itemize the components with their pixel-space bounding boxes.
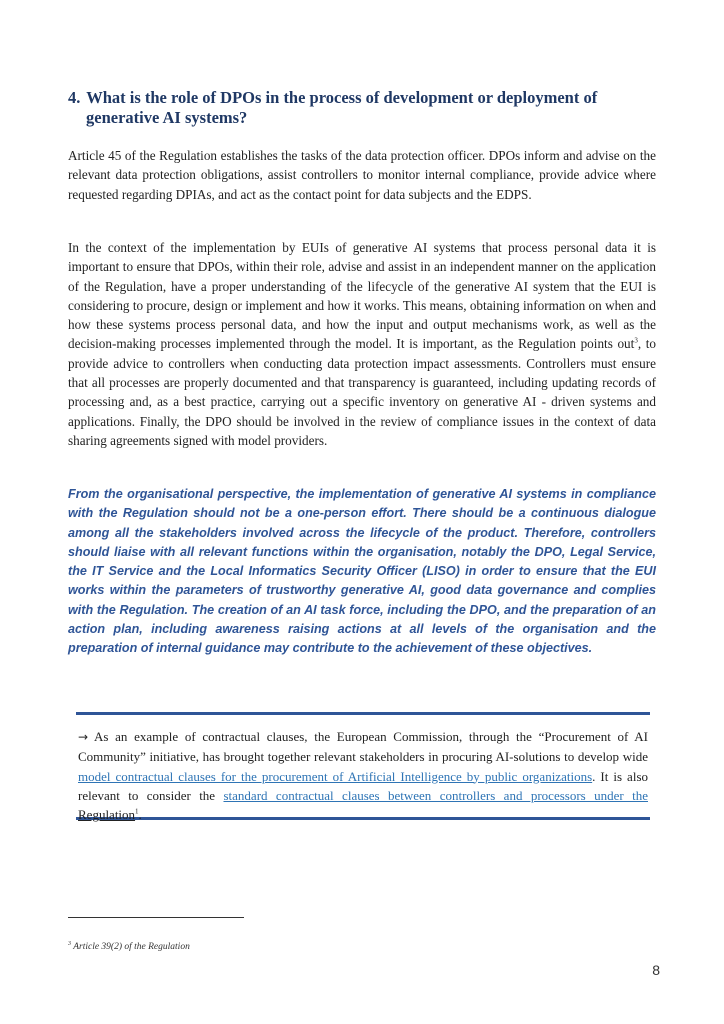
footnote-text: Article 39(2) of the Regulation (71, 942, 190, 952)
footnote-reference[interactable]: 3 (634, 337, 638, 346)
model-clauses-link[interactable]: model contractual clauses for the procurement of Artificial Intelligence by public organizations (78, 768, 593, 784)
paragraph-dpo-tasks: Article 45 of the Regulation establishes the tasks of the data protection officer. DPOs inform and advise on the relevant data protection obligations, assist controllers to monitor internal compliance, provide advice where requested regarding DPIAs, and act as the contact point for data subjects and the EDPS. (68, 148, 656, 202)
regulation-link-tail[interactable]: Regulation (78, 807, 136, 823)
footnote (68, 942, 190, 952)
arrow-right-icon: → (78, 730, 89, 744)
page-number: 8 (652, 962, 660, 978)
section-title-line2: generative AI systems? (86, 108, 248, 127)
section-heading (68, 88, 658, 128)
callout-footnote-reference[interactable]: 1 (135, 807, 139, 816)
callout-text (78, 727, 648, 824)
standard-clauses-link[interactable]: standard contractual clauses between controllers and processors under the (223, 787, 648, 803)
footnote-separator (68, 917, 244, 918)
contractual-clauses-callout (76, 712, 650, 823)
emphasis-paragraph: From the organisational perspective, the implementation of generative AI systems in compliance with the Regulation should not be a one-person effort. There should be a continuous dialogue among all the stakeholders involved across the lifecycle of the product. Therefore, controllers should liaise with all relevant functions within the organisation, notably the DPO, Legal Service, the IT Service and the Local Informatics Security Officer (LISO) in order to ensure that the EUI works within the parameters of trustworthy generative AI, good data governance and complies with the Regulation. The creation of an AI task force, including the DPO, and the preparation of an action plan, including awareness raising actions at all levels of the organisation and the preparation of internal guidance may contribute to the achievement of these objectives. (68, 487, 656, 656)
paragraph-dpo-lifecycle (68, 238, 656, 450)
callout-text-part2: . It is also relevant to consider the (78, 768, 649, 803)
footnote-number: 3 (68, 940, 71, 947)
callout-text-end: . (138, 807, 142, 823)
callout-text-part1: As an example of contractual clauses, the European Commission, through the “Procurement of AI Community” initiative, has brought together relevant stakeholders in procuring AI-solutions to develop wide (78, 729, 648, 765)
paragraph-text-part1: In the context of the implementation by EUIs of generative AI systems that process personal data it is important to ensure that DPOs, within their role, advise and assist in an independent manner on the application of the Regulation, have a proper understanding of the lifecycle of the generative AI system that the EUI is considering to procure, design or implement and how it works. This means, obtaining information on when and how these systems process personal data, and how the input and output mechanisms work, as well as the decision-making processes implemented through the model. It is important, as the Regulation points out (68, 240, 656, 352)
section-number: 4. (68, 88, 81, 107)
paragraph-text-part2: , to provide advice to controllers when conducting data protection impact assessments. Controllers must ensure that all processes are properly documented and that transparency is guaranteed, including updating records of processing and, as a best practice, carrying out a specific inventory on generative AI - driven systems and applications. Finally, the DPO should be involved in the review of compliance issues in the context of data sharing agreements signed with model providers. (68, 336, 656, 448)
section-title-line1: What is the role of DPOs in the process of development or deployment of (86, 88, 598, 107)
